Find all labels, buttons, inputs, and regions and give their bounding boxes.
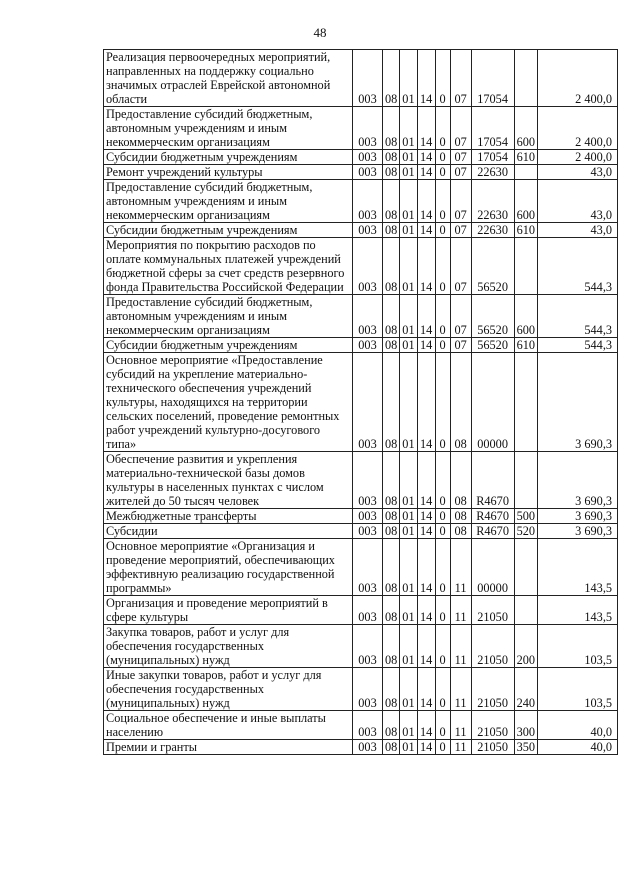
row-name-cell: Предоставление субсидий бюджетным, автономным учреждениям и иным некоммерческим организациям (104, 180, 353, 223)
main-event-code-cell: 07 (450, 165, 471, 180)
program-code-cell: 14 (417, 711, 435, 740)
program-code-cell: 14 (417, 668, 435, 711)
expense-type-cell: 610 (514, 150, 537, 165)
subprogram-code-cell: 0 (435, 668, 450, 711)
amount-cell: 40,0 (538, 740, 618, 755)
ministry-code-cell: 003 (353, 338, 383, 353)
direction-code-cell: 56520 (471, 238, 514, 295)
table-row (104, 50, 618, 107)
expense-type-cell (514, 596, 537, 625)
table-row (104, 524, 618, 539)
expense-type-cell: 350 (514, 740, 537, 755)
main-event-code-cell: 07 (450, 295, 471, 338)
row-name-cell: Мероприятия по покрытию расходов по оплате коммунальных платежей учреждений бюджетной сферы за счет средств резервного фонда Правительства Российской Федерации (104, 238, 353, 295)
program-code-cell: 14 (417, 509, 435, 524)
direction-code-cell: 56520 (471, 295, 514, 338)
row-name-cell: Основное мероприятие «Предоставление субсидий на укрепление материально-технического обеспечения учреждений культуры, находящихся на территории сельских поселений, проведение ремонтных работ учреждений культурно-досугового типа» (104, 353, 353, 452)
direction-code-cell: 22630 (471, 180, 514, 223)
program-code-cell: 14 (417, 150, 435, 165)
ministry-code-cell: 003 (353, 596, 383, 625)
main-event-code-cell: 11 (450, 711, 471, 740)
subsection-code-cell: 01 (400, 150, 417, 165)
row-name-cell: Премии и гранты (104, 740, 353, 755)
ministry-code-cell: 003 (353, 524, 383, 539)
expense-type-cell: 200 (514, 625, 537, 668)
subsection-code-cell: 01 (400, 165, 417, 180)
subsection-code-cell: 01 (400, 740, 417, 755)
subprogram-code-cell: 0 (435, 165, 450, 180)
direction-code-cell: 17054 (471, 50, 514, 107)
subprogram-code-cell: 0 (435, 509, 450, 524)
main-event-code-cell: 07 (450, 50, 471, 107)
page-number: 48 (313, 25, 327, 40)
table-row (104, 668, 618, 711)
main-event-code-cell: 07 (450, 238, 471, 295)
row-name-cell: Основное мероприятие «Организация и проведение мероприятий, обеспечивающих эффективную реализацию государственной программы» (104, 539, 353, 596)
ministry-code-cell: 003 (353, 295, 383, 338)
direction-code-cell: 21050 (471, 740, 514, 755)
table-row (104, 180, 618, 223)
section-code-cell: 08 (383, 107, 400, 150)
expense-type-cell: 600 (514, 107, 537, 150)
ministry-code-cell: 003 (353, 539, 383, 596)
section-code-cell: 08 (383, 223, 400, 238)
program-code-cell: 14 (417, 165, 435, 180)
ministry-code-cell: 003 (353, 509, 383, 524)
amount-cell: 3 690,3 (538, 509, 618, 524)
direction-code-cell: 21050 (471, 596, 514, 625)
subprogram-code-cell: 0 (435, 353, 450, 452)
subsection-code-cell: 01 (400, 668, 417, 711)
expense-type-cell: 500 (514, 509, 537, 524)
direction-code-cell: 00000 (471, 353, 514, 452)
subprogram-code-cell: 0 (435, 524, 450, 539)
subprogram-code-cell: 0 (435, 107, 450, 150)
table-row (104, 107, 618, 150)
table-row (104, 165, 618, 180)
section-code-cell: 08 (383, 180, 400, 223)
table-row (104, 353, 618, 452)
row-name-cell: Межбюджетные трансферты (104, 509, 353, 524)
amount-cell: 3 690,3 (538, 353, 618, 452)
table-row (104, 625, 618, 668)
amount-cell: 3 690,3 (538, 452, 618, 509)
row-name-cell: Субсидии бюджетным учреждениям (104, 150, 353, 165)
subprogram-code-cell: 0 (435, 150, 450, 165)
ministry-code-cell: 003 (353, 150, 383, 165)
subprogram-code-cell: 0 (435, 539, 450, 596)
subprogram-code-cell: 0 (435, 338, 450, 353)
section-code-cell: 08 (383, 353, 400, 452)
subsection-code-cell: 01 (400, 223, 417, 238)
main-event-code-cell: 11 (450, 596, 471, 625)
section-code-cell: 08 (383, 50, 400, 107)
program-code-cell: 14 (417, 295, 435, 338)
row-name-cell: Обеспечение развития и укрепления материально-технической базы домов культуры в населенных пунктах с числом жителей до 50 тысяч человек (104, 452, 353, 509)
amount-cell: 544,3 (538, 238, 618, 295)
budget-table (103, 49, 618, 755)
expense-type-cell (514, 539, 537, 596)
main-event-code-cell: 08 (450, 353, 471, 452)
subprogram-code-cell: 0 (435, 596, 450, 625)
subprogram-code-cell: 0 (435, 711, 450, 740)
subprogram-code-cell: 0 (435, 238, 450, 295)
expense-type-cell: 610 (514, 223, 537, 238)
budget-table-body (104, 50, 618, 755)
row-name-cell: Закупка товаров, работ и услуг для обеспечения государственных (муниципальных) нужд (104, 625, 353, 668)
ministry-code-cell: 003 (353, 165, 383, 180)
subprogram-code-cell: 0 (435, 50, 450, 107)
main-event-code-cell: 11 (450, 740, 471, 755)
expense-type-cell (514, 238, 537, 295)
amount-cell: 103,5 (538, 668, 618, 711)
expense-type-cell: 600 (514, 180, 537, 223)
subprogram-code-cell: 0 (435, 223, 450, 238)
row-name-cell: Реализация первоочередных мероприятий, направленных на поддержку социально значимых отраслей Еврейской автономной области (104, 50, 353, 107)
amount-cell: 544,3 (538, 295, 618, 338)
expense-type-cell: 600 (514, 295, 537, 338)
amount-cell: 3 690,3 (538, 524, 618, 539)
expense-type-cell (514, 50, 537, 107)
section-code-cell: 08 (383, 509, 400, 524)
main-event-code-cell: 07 (450, 338, 471, 353)
program-code-cell: 14 (417, 524, 435, 539)
row-name-cell: Предоставление субсидий бюджетным, автономным учреждениям и иным некоммерческим организациям (104, 107, 353, 150)
subprogram-code-cell: 0 (435, 625, 450, 668)
program-code-cell: 14 (417, 107, 435, 150)
amount-cell: 40,0 (538, 711, 618, 740)
main-event-code-cell: 07 (450, 107, 471, 150)
subsection-code-cell: 01 (400, 596, 417, 625)
subsection-code-cell: 01 (400, 107, 417, 150)
subsection-code-cell: 01 (400, 452, 417, 509)
subsection-code-cell: 01 (400, 338, 417, 353)
table-row (104, 509, 618, 524)
section-code-cell: 08 (383, 338, 400, 353)
table-row (104, 740, 618, 755)
subsection-code-cell: 01 (400, 625, 417, 668)
program-code-cell: 14 (417, 353, 435, 452)
subprogram-code-cell: 0 (435, 295, 450, 338)
program-code-cell: 14 (417, 740, 435, 755)
subprogram-code-cell: 0 (435, 180, 450, 223)
section-code-cell: 08 (383, 539, 400, 596)
row-name-cell: Субсидии бюджетным учреждениям (104, 338, 353, 353)
ministry-code-cell: 003 (353, 238, 383, 295)
direction-code-cell: 00000 (471, 539, 514, 596)
expense-type-cell (514, 353, 537, 452)
direction-code-cell: 17054 (471, 150, 514, 165)
program-code-cell: 14 (417, 452, 435, 509)
amount-cell: 143,5 (538, 539, 618, 596)
row-name-cell: Ремонт учреждений культуры (104, 165, 353, 180)
ministry-code-cell: 003 (353, 740, 383, 755)
ministry-code-cell: 003 (353, 452, 383, 509)
section-code-cell: 08 (383, 238, 400, 295)
direction-code-cell: 21050 (471, 711, 514, 740)
subsection-code-cell: 01 (400, 524, 417, 539)
row-name-cell: Субсидии бюджетным учреждениям (104, 223, 353, 238)
subprogram-code-cell: 0 (435, 740, 450, 755)
main-event-code-cell: 08 (450, 509, 471, 524)
direction-code-cell: 22630 (471, 165, 514, 180)
row-name-cell: Предоставление субсидий бюджетным, автономным учреждениям и иным некоммерческим организациям (104, 295, 353, 338)
amount-cell: 103,5 (538, 625, 618, 668)
ministry-code-cell: 003 (353, 223, 383, 238)
row-name-cell: Организация и проведение мероприятий в сфере культуры (104, 596, 353, 625)
section-code-cell: 08 (383, 596, 400, 625)
table-row (104, 295, 618, 338)
row-name-cell: Социальное обеспечение и иные выплаты населению (104, 711, 353, 740)
subsection-code-cell: 01 (400, 238, 417, 295)
amount-cell: 43,0 (538, 223, 618, 238)
section-code-cell: 08 (383, 165, 400, 180)
subsection-code-cell: 01 (400, 353, 417, 452)
program-code-cell: 14 (417, 238, 435, 295)
amount-cell: 43,0 (538, 180, 618, 223)
subsection-code-cell: 01 (400, 711, 417, 740)
table-row (104, 711, 618, 740)
direction-code-cell: 17054 (471, 107, 514, 150)
expense-type-cell (514, 165, 537, 180)
direction-code-cell: R4670 (471, 509, 514, 524)
program-code-cell: 14 (417, 223, 435, 238)
subsection-code-cell: 01 (400, 509, 417, 524)
amount-cell: 544,3 (538, 338, 618, 353)
ministry-code-cell: 003 (353, 353, 383, 452)
table-row (104, 452, 618, 509)
main-event-code-cell: 11 (450, 668, 471, 711)
ministry-code-cell: 003 (353, 107, 383, 150)
row-name-cell: Субсидии (104, 524, 353, 539)
program-code-cell: 14 (417, 338, 435, 353)
direction-code-cell: 56520 (471, 338, 514, 353)
section-code-cell: 08 (383, 452, 400, 509)
subsection-code-cell: 01 (400, 295, 417, 338)
ministry-code-cell: 003 (353, 180, 383, 223)
section-code-cell: 08 (383, 711, 400, 740)
table-row (104, 238, 618, 295)
main-event-code-cell: 11 (450, 539, 471, 596)
row-name-cell: Иные закупки товаров, работ и услуг для обеспечения государственных (муниципальных) нужд (104, 668, 353, 711)
section-code-cell: 08 (383, 625, 400, 668)
subsection-code-cell: 01 (400, 50, 417, 107)
main-event-code-cell: 07 (450, 223, 471, 238)
table-row (104, 223, 618, 238)
section-code-cell: 08 (383, 524, 400, 539)
expense-type-cell: 520 (514, 524, 537, 539)
expense-type-cell: 300 (514, 711, 537, 740)
table-row (104, 338, 618, 353)
main-event-code-cell: 07 (450, 180, 471, 223)
direction-code-cell: R4670 (471, 452, 514, 509)
amount-cell: 2 400,0 (538, 107, 618, 150)
section-code-cell: 08 (383, 668, 400, 711)
expense-type-cell: 240 (514, 668, 537, 711)
amount-cell: 2 400,0 (538, 50, 618, 107)
table-row (104, 539, 618, 596)
amount-cell: 2 400,0 (538, 150, 618, 165)
program-code-cell: 14 (417, 539, 435, 596)
program-code-cell: 14 (417, 625, 435, 668)
amount-cell: 43,0 (538, 165, 618, 180)
direction-code-cell: 21050 (471, 625, 514, 668)
ministry-code-cell: 003 (353, 668, 383, 711)
subprogram-code-cell: 0 (435, 452, 450, 509)
direction-code-cell: 22630 (471, 223, 514, 238)
main-event-code-cell: 11 (450, 625, 471, 668)
program-code-cell: 14 (417, 596, 435, 625)
expense-type-cell (514, 452, 537, 509)
subsection-code-cell: 01 (400, 539, 417, 596)
table-row (104, 596, 618, 625)
amount-cell: 143,5 (538, 596, 618, 625)
ministry-code-cell: 003 (353, 625, 383, 668)
main-event-code-cell: 08 (450, 452, 471, 509)
program-code-cell: 14 (417, 50, 435, 107)
ministry-code-cell: 003 (353, 50, 383, 107)
section-code-cell: 08 (383, 150, 400, 165)
expense-type-cell: 610 (514, 338, 537, 353)
main-event-code-cell: 07 (450, 150, 471, 165)
program-code-cell: 14 (417, 180, 435, 223)
section-code-cell: 08 (383, 295, 400, 338)
direction-code-cell: R4670 (471, 524, 514, 539)
section-code-cell: 08 (383, 740, 400, 755)
direction-code-cell: 21050 (471, 668, 514, 711)
main-event-code-cell: 08 (450, 524, 471, 539)
ministry-code-cell: 003 (353, 711, 383, 740)
table-row (104, 150, 618, 165)
subsection-code-cell: 01 (400, 180, 417, 223)
